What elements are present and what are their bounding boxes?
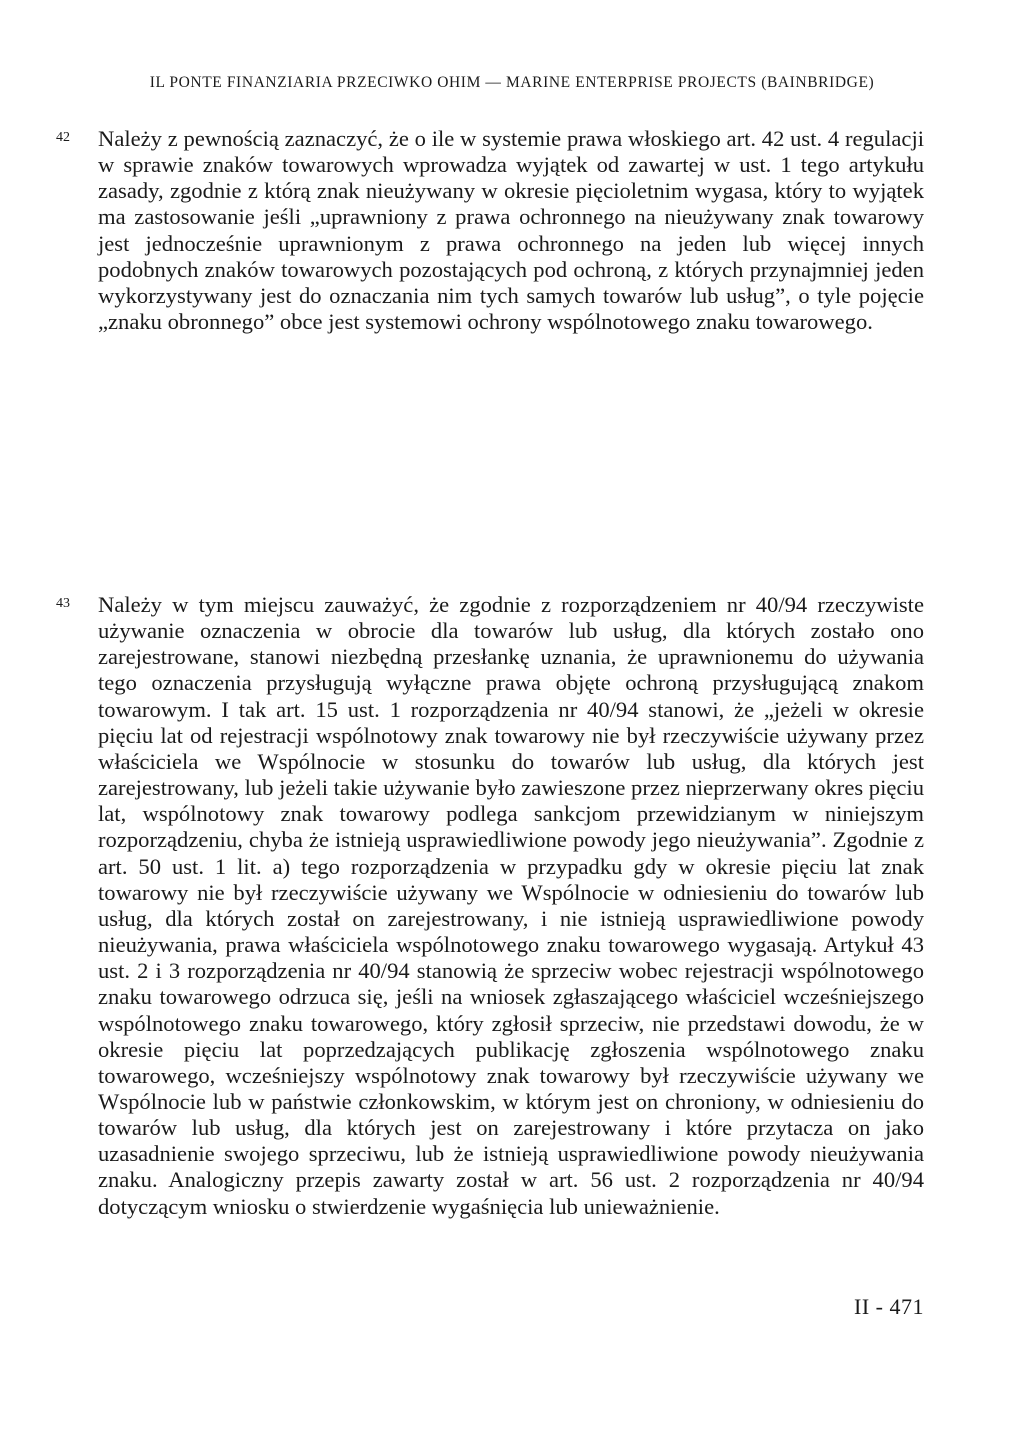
paragraph-43 <box>56 592 924 1220</box>
paragraph-text: Należy z pewnością zaznaczyć, że o ile w systemie prawa włoskiego art. 42 ust. 4 regulacji w sprawie znaków towarowych wprowadza wyjątek od zawartej w ust. 1 tego artykułu zasady, zgodnie z którą znak nieużywany w okresie pięcioletnim wygasa, który to wyjątek ma zastosowanie jeśli „uprawniony z prawa ochronnego na nieużywany znak towarowy jest jednocześnie uprawnionym z prawa ochronnego na jeden lub więcej innych podobnych znaków towarowych pozostających pod ochroną, z których przynajmniej jeden wykorzystywany jest do oznaczania nim tych samych towarów lub usług”, o tyle pojęcie „znaku obronnego” obce jest systemowi ochrony wspólnotowego znaku towarowego. <box>98 126 924 335</box>
paragraph-42 <box>56 126 924 335</box>
paragraph-text: Należy w tym miejscu zauważyć, że zgodnie z rozporządzeniem nr 40/94 rzeczywiste używanie oznaczenia w obrocie dla towarów lub usług, dla których zostało ono zarejestrowane, stanowi niezbędną przesłankę uznania, że uprawnionemu do używania tego oznaczenia przysługują wyłączne prawa objęte ochroną przysługującą znakom towarowym. I tak art. 15 ust. 1 rozporządzenia nr 40/94 stanowi, że „jeżeli w okresie pięciu lat od rejestracji wspólnotowy znak towarowy nie był rzeczywiście używany przez właściciela we Wspólnocie w stosunku do towarów lub usług, dla których jest zarejestrowany, lub jeżeli takie używanie było zawieszone przez nieprzerwany okres pięciu lat, wspólnotowy znak towarowy podlega sankcjom przewidzianym w niniejszym rozporządzeniu, chyba że istnieją usprawiedliwione powody jego nieużywania”. Zgodnie z art. 50 ust. 1 lit. a) tego rozporządzenia w przypadku gdy w okresie pięciu lat znak towarowy nie był rzeczywiście używany we Wspólnocie w odniesieniu do towarów lub usług, dla których został on zarejestrowany, i nie istnieją usprawiedliwione powody nieużywania, prawa właściciela wspólnotowego znaku towarowego wygasają. Artykuł 43 ust. 2 i 3 rozporządzenia nr 40/94 stanowią że sprzeciw wobec rejestracji wspólnotowego znaku towarowego odrzuca się, jeśli na wniosek zgłaszającego właściciel wcześniejszego wspólnotowego znaku towarowego, który zgłosił sprzeciw, nie przedstawi dowodu, że w okresie pięciu lat poprzedzających publikację zgłoszenia wspólnotowego znaku towarowego, wcześniejszy wspólnotowy znak towarowy był rzeczywiście używany we Wspólnocie lub w państwie członkowskim, w którym jest on chroniony, w odniesieniu do towarów lub usług, dla których jest on zarejestrowany i które przytacza on jako uzasadnienie swojego sprzeciwu, lub że istnieją usprawiedliwione powody nieużywania znaku. Analogiczny przepis zawarty został w art. 56 ust. 2 rozporządzenia nr 40/94 dotyczącym wniosku o stwierdzenie wygaśnięcia lub unieważnienie. <box>98 592 924 1219</box>
running-header: IL PONTE FINANZIARIA PRZECIWKO OHIM — MARINE ENTERPRISE PROJECTS (BAINBRIDGE) <box>149 74 875 91</box>
page-number: II - 471 <box>854 1294 924 1319</box>
paragraph-number: 43 <box>56 596 70 611</box>
paragraph-number: 42 <box>56 130 70 145</box>
